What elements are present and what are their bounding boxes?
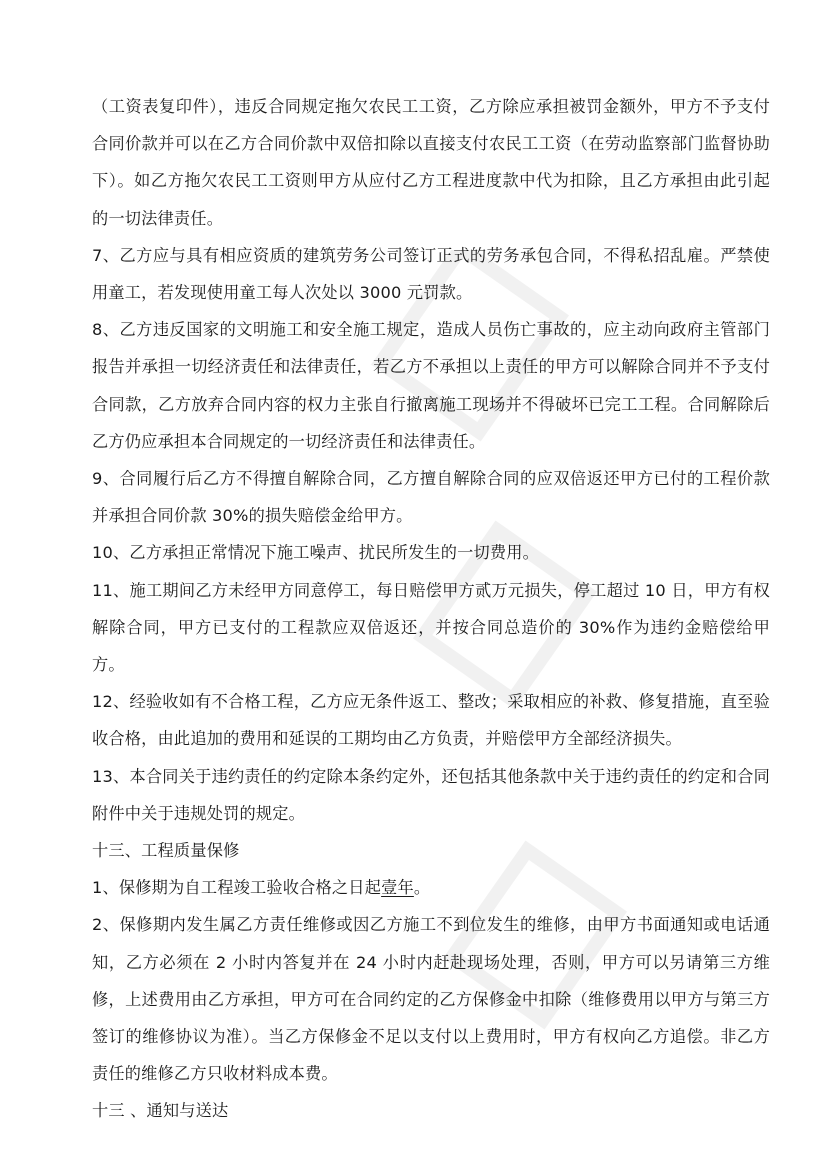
paragraph-item-11: 11、施工期间乙方未经甲方同意停工，每日赔偿甲方贰万元损失，停工超过 10 日，甲方有权解除合同，甲方已支付的工程款应双倍返还，并按合同总造价的 30%作为违约金赔偿给甲方。 (92, 580, 770, 675)
paragraph-warranty-2: 2、保修期内发生属乙方责任维修或因乙方施工不到位发生的维修，由甲方书面通知或电话通知，乙方必须在 2 小时内答复并在 24 小时内赶赴现场处理，否则，甲方可以另请第三方维修，上述费用由乙方承担，甲方可在合同约定的乙方保修金中扣除（维修费用以甲方与第三方签订的维修协议为准）。当乙方保修金不足以支付以上费用时，甲方有权向乙方追偿。非乙方责任的维修乙方只收材料成本费。 (92, 915, 770, 1084)
paragraph-item-10: 10、乙方承担正常情况下施工噪声、扰民所发生的一切费用。 (92, 543, 540, 563)
paragraph-item-7: 7、乙方应与具有相应资质的建筑劳务公司签订正式的劳务承包合同，不得私招乱雇。严禁使用童工，若发现使用童工每人次处以 3000 元罚款。 (92, 245, 770, 303)
warranty-1-end: 。 (413, 878, 431, 898)
paragraph-item-9: 9、合同履行后乙方不得擅自解除合同，乙方擅自解除合同的应双倍返还甲方已付的工程价款并承担合同价款 30%的损失赔偿金给甲方。 (92, 469, 770, 526)
paragraph-wage-clause: （工资表复印件），违反合同规定拖欠农民工工资，乙方除应承担被罚金额外，甲方不予支付合同价款并可以在乙方合同价款中双倍扣除以直接支付农民工工资（在劳动监察部门监督协助下）。如乙方拖欠农民工工资则甲方从应付乙方工程进度款中代为扣除，且乙方承担由此引起的一切法律责任。 (92, 97, 770, 228)
paragraph-item-12: 12、经验收如有不合格工程，乙方应无条件返工、整改；采取相应的补救、修复措施，直至验收合格，由此追加的费用和延误的工期均由乙方负责，并赔偿甲方全部经济损失。 (92, 692, 770, 749)
paragraph-item-13: 13、本合同关于违约责任的约定除本条约定外，还包括其他条款中关于违约责任的约定和合同附件中关于违规处罚的规定。 (92, 766, 770, 823)
warranty-1-text: 1、保修期为自工程竣工验收合格之日起 (92, 878, 382, 898)
section-heading-notice: 十三 、通知与送达 (92, 1101, 229, 1121)
warranty-period-value: 壹年 (381, 878, 414, 898)
paragraph-warranty-1 (92, 869, 770, 906)
section-heading-warranty: 十三、工程质量保修 (92, 841, 240, 861)
paragraph-item-8: 8、乙方违反国家的文明施工和安全施工规定，造成人员伤亡事故的，应主动向政府主管部门报告并承担一切经济责任和法律责任，若乙方不承担以上责任的甲方可以解除合同并不予支付合同款，乙方放弃合同内容的权力主张自行撤离施工现场并不得破坏已完工工程。合同解除后乙方仍应承担本合同规定的一切经济责任和法律责任。 (92, 320, 770, 451)
